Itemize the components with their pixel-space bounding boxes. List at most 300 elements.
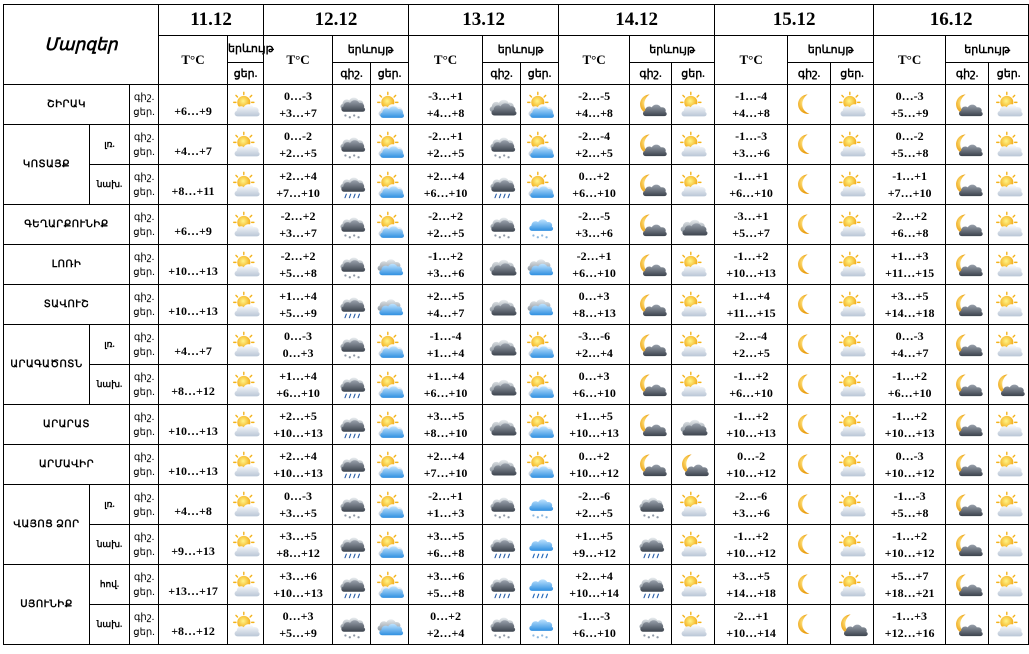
day-sky xyxy=(371,485,409,525)
night-sky xyxy=(788,205,831,245)
temperature-range xyxy=(715,325,788,365)
sun-cloud-rain-icon xyxy=(525,131,555,159)
period-labels xyxy=(130,125,159,165)
sun-cloud-rain-icon xyxy=(525,171,555,199)
cloud-rain-icon xyxy=(487,531,517,559)
night-temperature: -2…+1 xyxy=(428,128,463,143)
night-sky xyxy=(946,125,989,165)
region-name: ՎԱՅՈՑ ՁՈՐ xyxy=(4,485,90,565)
day-temperature: +2…+5 xyxy=(575,505,613,520)
day-label: ցեր. xyxy=(133,466,155,478)
temperature-range xyxy=(559,85,630,125)
moon-icon xyxy=(794,131,824,159)
day-sky xyxy=(831,605,874,645)
temperature-range xyxy=(264,165,333,205)
day-sky xyxy=(521,485,559,525)
night-temperature: +1…+3 xyxy=(890,248,929,263)
sun-cloud-icon xyxy=(231,491,261,519)
period-labels xyxy=(130,565,159,605)
day-temperature: +6…+10 xyxy=(572,185,616,200)
moon-cloud-icon xyxy=(636,171,666,199)
day-sky xyxy=(371,125,409,165)
night-temperature: -3…+1 xyxy=(428,88,463,103)
night-temperature: -2…+1 xyxy=(428,488,463,503)
day-temperature: +4…+7 xyxy=(159,325,228,365)
cloud-snow-icon xyxy=(337,91,367,119)
sun-cloud-icon xyxy=(231,291,261,319)
moon-icon xyxy=(794,91,824,119)
day-sky xyxy=(672,245,715,285)
night-sky xyxy=(483,405,521,445)
day-header-2: ցեր. xyxy=(521,63,559,85)
moon-icon xyxy=(794,451,824,479)
day-temperature: 0…+3 xyxy=(282,345,314,360)
day-sky xyxy=(521,445,559,485)
day-temperature: +5…+9 xyxy=(890,105,929,120)
sun-cloud-icon xyxy=(837,171,867,199)
night-temperature: -1…+1 xyxy=(892,168,928,183)
day-temperature: +11…+15 xyxy=(726,305,776,320)
temp-header-3: T°C xyxy=(559,36,630,85)
period-labels xyxy=(130,325,159,365)
night-label: գիշ. xyxy=(133,611,155,623)
night-sky xyxy=(788,405,831,445)
period-labels xyxy=(130,445,159,485)
day-sky xyxy=(831,165,874,205)
day-sky xyxy=(672,565,715,605)
night-temperature: -3…-6 xyxy=(578,328,611,343)
cloud-rain-icon xyxy=(487,571,517,599)
day-temperature: +5…+8 xyxy=(890,145,929,160)
night-sky xyxy=(946,85,989,125)
night-temperature: -1…-4 xyxy=(429,328,462,343)
temp-header-5: T°C xyxy=(874,36,946,85)
night-temperature: 0…+2 xyxy=(578,168,610,183)
day-sky xyxy=(521,205,559,245)
night-temperature: -2…-6 xyxy=(735,488,768,503)
temperature-range xyxy=(409,85,483,125)
region-name: ՍՅՈՒՆԻՔ xyxy=(4,565,90,645)
night-sky xyxy=(333,365,371,405)
day-temperature: +6…+10 xyxy=(423,185,468,200)
night-sky xyxy=(946,525,989,565)
night-temperature: +1…+4 xyxy=(279,368,317,383)
night-temperature: +1…+5 xyxy=(575,528,613,543)
night-label: գիշ. xyxy=(133,451,155,463)
night-sky xyxy=(788,85,831,125)
night-sky xyxy=(333,245,371,285)
day-sky xyxy=(672,205,715,245)
day-temperature: +10…+13 xyxy=(273,465,323,480)
night-sky xyxy=(483,525,521,565)
night-sky xyxy=(788,525,831,565)
period-labels xyxy=(130,365,159,405)
temperature-range xyxy=(874,85,946,125)
day-sky xyxy=(521,605,559,645)
sky-header-5: երևույթ xyxy=(946,36,1029,63)
moon-icon xyxy=(794,571,824,599)
region-row xyxy=(4,325,1029,365)
temperature-range xyxy=(559,525,630,565)
dark-cloud-icon xyxy=(487,371,517,399)
night-sky xyxy=(333,85,371,125)
temperature-range xyxy=(715,245,788,285)
temperature-range xyxy=(874,205,946,245)
day-temperature: +8…+13 xyxy=(572,305,616,320)
night-sky xyxy=(946,285,989,325)
region-name: ՇԻՐԱԿ xyxy=(4,85,130,125)
sun-cloud-icon xyxy=(994,491,1024,519)
day-sky xyxy=(371,365,409,405)
region-row xyxy=(4,85,1029,125)
night-sky xyxy=(333,405,371,445)
dark-cloud-icon xyxy=(487,251,517,279)
day-sky xyxy=(371,605,409,645)
sun-cloud-rain-icon xyxy=(375,411,405,439)
day-sky xyxy=(371,565,409,605)
night-sky xyxy=(630,445,672,485)
night-sky xyxy=(483,565,521,605)
day-header-3: ցեր. xyxy=(672,63,715,85)
temperature-range xyxy=(264,365,333,405)
moon-cloud-icon xyxy=(952,451,982,479)
temp-header-0: T°C xyxy=(159,36,228,85)
night-temperature: -1…+2 xyxy=(733,528,769,543)
night-temperature: -1…+2 xyxy=(892,528,928,543)
night-temperature: -1…+2 xyxy=(733,248,769,263)
moon-icon xyxy=(794,491,824,519)
sun-cloud-icon xyxy=(837,131,867,159)
day-sky xyxy=(831,285,874,325)
day-temperature: +12…+16 xyxy=(884,625,935,640)
temperature-range xyxy=(559,365,630,405)
day-sky xyxy=(672,485,715,525)
night-sky xyxy=(946,565,989,605)
sun-cloud-icon xyxy=(678,531,708,559)
night-temperature: 0…+3 xyxy=(578,288,610,303)
moon-cloud-icon xyxy=(952,91,982,119)
cloud-snow-icon xyxy=(636,611,666,639)
sun-cloud-icon xyxy=(678,291,708,319)
day-sky xyxy=(989,605,1029,645)
temperature-range xyxy=(715,605,788,645)
day-sky xyxy=(672,525,715,565)
sun-cloud-rain-icon xyxy=(525,91,555,119)
sun-cloud-icon xyxy=(837,211,867,239)
moon-icon xyxy=(794,331,824,359)
temperature-range xyxy=(874,125,946,165)
temperature-range xyxy=(264,405,333,445)
region-row xyxy=(4,605,1029,645)
night-temperature: -2…+2 xyxy=(892,208,928,223)
day-temperature: +13…+17 xyxy=(159,565,228,605)
night-sky xyxy=(946,605,989,645)
moon-cloud-icon xyxy=(952,171,982,199)
cloud-rain-icon xyxy=(337,531,367,559)
temp-header-1: T°C xyxy=(264,36,333,85)
temperature-range xyxy=(715,405,788,445)
blue-cloud-icon xyxy=(375,291,405,319)
night-temperature: -3…+1 xyxy=(733,208,769,223)
night-sky xyxy=(333,485,371,525)
day-temperature: +2…+5 xyxy=(575,145,613,160)
day-label: ցեր. xyxy=(133,546,155,558)
day-temperature: +10…+12 xyxy=(884,465,935,480)
day-sky xyxy=(228,85,264,125)
date-header-5: 16.12 xyxy=(874,5,1029,36)
day-sky xyxy=(228,605,264,645)
day-label: ցեր. xyxy=(133,386,155,398)
night-sky xyxy=(333,205,371,245)
day-temperature: +4…+8 xyxy=(575,105,613,120)
temperature-range xyxy=(264,605,333,645)
temperature-range xyxy=(874,405,946,445)
night-sky xyxy=(946,245,989,285)
day-temperature: +6…+10 xyxy=(572,265,616,280)
day-temperature: +10…+13 xyxy=(726,425,776,440)
blue-cloud-icon xyxy=(525,291,555,319)
temperature-range xyxy=(559,125,630,165)
temperature-range xyxy=(264,325,333,365)
sun-cloud-icon xyxy=(678,91,708,119)
night-temperature: 0…-3 xyxy=(895,88,924,103)
night-temperature: -2…-5 xyxy=(578,208,611,223)
temperature-range xyxy=(264,565,333,605)
day-sky xyxy=(228,205,264,245)
cloud-snow-icon xyxy=(487,131,517,159)
night-sky xyxy=(333,445,371,485)
night-sky xyxy=(946,445,989,485)
day-sky xyxy=(521,365,559,405)
night-temperature: 0…-2 xyxy=(284,128,313,143)
day-sky xyxy=(989,165,1029,205)
cloud-rain-icon xyxy=(337,291,367,319)
night-sky xyxy=(946,165,989,205)
day-temperature: +2…+5 xyxy=(279,145,317,160)
day-sky xyxy=(672,365,715,405)
night-sky xyxy=(483,165,521,205)
sun-cloud-rain-icon xyxy=(375,211,405,239)
sun-cloud-icon xyxy=(837,571,867,599)
night-temperature: +1…+4 xyxy=(732,288,770,303)
day-sky xyxy=(228,325,264,365)
day-sky xyxy=(672,445,715,485)
temperature-range xyxy=(264,85,333,125)
day-sky xyxy=(371,285,409,325)
region-row xyxy=(4,365,1029,405)
cloud-snow-icon xyxy=(487,611,517,639)
sun-cloud-icon xyxy=(837,251,867,279)
temperature-range xyxy=(559,445,630,485)
night-temperature: 0…-3 xyxy=(284,488,313,503)
night-sky xyxy=(333,165,371,205)
cloud-snow-icon xyxy=(337,491,367,519)
cloud-snow-icon xyxy=(337,611,367,639)
sun-cloud-rain-icon xyxy=(375,531,405,559)
night-sky xyxy=(630,205,672,245)
temperature-range xyxy=(715,565,788,605)
night-temperature: -2…+2 xyxy=(280,208,316,223)
day-header-4: ցեր. xyxy=(831,63,874,85)
night-sky xyxy=(483,205,521,245)
temperature-range xyxy=(409,565,483,605)
sun-cloud-icon xyxy=(994,131,1024,159)
date-header-4: 15.12 xyxy=(715,5,874,36)
night-temperature: -1…+2 xyxy=(733,408,769,423)
night-sky xyxy=(788,445,831,485)
night-sky xyxy=(333,605,371,645)
day-label: ցեր. xyxy=(133,106,155,118)
temperature-range xyxy=(715,525,788,565)
temperature-range xyxy=(874,285,946,325)
night-label: գիշ. xyxy=(133,371,155,383)
day-sky xyxy=(989,405,1029,445)
sun-cloud-icon xyxy=(994,251,1024,279)
zone-label: նախ. xyxy=(90,525,130,565)
day-temperature: +2…+5 xyxy=(426,145,465,160)
sky-header-1: երևույթ xyxy=(333,36,409,63)
night-temperature: -2…+1 xyxy=(576,248,612,263)
night-label: գիշ. xyxy=(133,211,155,223)
night-sky xyxy=(483,85,521,125)
day-sky xyxy=(228,405,264,445)
cloud-snow-blue-icon xyxy=(525,611,555,639)
moon-cloud-icon xyxy=(952,331,982,359)
sun-cloud-icon xyxy=(837,371,867,399)
day-temperature: +3…+6 xyxy=(426,265,465,280)
night-header-2: գիշ. xyxy=(483,63,521,85)
sun-cloud-icon xyxy=(231,611,261,639)
day-temperature: +6…+9 xyxy=(159,85,228,125)
day-sky xyxy=(831,85,874,125)
day-temperature: +6…+10 xyxy=(572,385,616,400)
day-temperature: +9…+13 xyxy=(159,525,228,565)
day-sky xyxy=(371,205,409,245)
night-sky xyxy=(630,125,672,165)
day-label: ցեր. xyxy=(133,306,155,318)
day-temperature: +3…+7 xyxy=(279,105,317,120)
day-temperature: +3…+6 xyxy=(732,145,770,160)
temperature-range xyxy=(409,445,483,485)
day-sky xyxy=(831,525,874,565)
day-sky xyxy=(831,565,874,605)
sun-cloud-icon xyxy=(678,331,708,359)
day-temperature: +3…+6 xyxy=(732,505,770,520)
night-sky xyxy=(630,285,672,325)
day-sky xyxy=(228,365,264,405)
temperature-range xyxy=(264,525,333,565)
day-temperature: +6…+8 xyxy=(890,225,929,240)
dark-cloud-icon xyxy=(678,211,708,239)
day-sky xyxy=(831,485,874,525)
day-temperature: +4…+8 xyxy=(732,105,770,120)
sun-cloud-icon xyxy=(994,291,1024,319)
day-sky xyxy=(521,85,559,125)
night-temperature: +3…+5 xyxy=(732,568,770,583)
night-temperature: 0…+2 xyxy=(430,608,461,623)
night-temperature: +3…+6 xyxy=(279,568,317,583)
night-temperature: +3…+5 xyxy=(890,288,929,303)
day-header-0: ցեր. xyxy=(228,63,264,85)
day-header-1: ցեր. xyxy=(371,63,409,85)
night-temperature: -2…-4 xyxy=(735,328,768,343)
sun-cloud-icon xyxy=(837,411,867,439)
night-label: գիշ. xyxy=(133,91,155,103)
day-sky xyxy=(521,405,559,445)
regions-header: Մարզեր xyxy=(4,5,159,85)
date-header-3: 14.12 xyxy=(559,5,715,36)
temperature-range xyxy=(409,285,483,325)
dark-cloud-icon xyxy=(487,451,517,479)
night-label: գիշ. xyxy=(133,531,155,543)
day-sky xyxy=(989,485,1029,525)
day-temperature: +10…+12 xyxy=(726,545,776,560)
day-sky xyxy=(989,125,1029,165)
cloud-rain-blue-icon xyxy=(525,531,555,559)
temperature-range xyxy=(874,485,946,525)
night-label: գիշ. xyxy=(133,331,155,343)
weather-forecast-table xyxy=(3,4,1029,645)
night-sky xyxy=(333,125,371,165)
moon-cloud-icon xyxy=(636,291,666,319)
day-label: ցեր. xyxy=(133,426,155,438)
sun-cloud-rain-icon xyxy=(375,91,405,119)
day-label: ցեր. xyxy=(133,506,155,518)
temperature-range xyxy=(874,245,946,285)
region-row xyxy=(4,405,1029,445)
day-sky xyxy=(989,365,1029,405)
sun-cloud-rain-icon xyxy=(375,131,405,159)
day-header-5: ցեր. xyxy=(989,63,1029,85)
cloud-snow-icon xyxy=(337,211,367,239)
night-sky xyxy=(483,245,521,285)
day-temperature: +6…+10 xyxy=(276,385,320,400)
sun-cloud-icon xyxy=(231,211,261,239)
moon-cloud-icon xyxy=(636,371,666,399)
night-temperature: +3…+5 xyxy=(426,528,465,543)
night-temperature: +3…+5 xyxy=(279,528,317,543)
day-temperature: +8…+12 xyxy=(159,605,228,645)
temperature-range xyxy=(559,205,630,245)
sky-header-4: երևույթ xyxy=(788,36,874,63)
night-sky xyxy=(333,525,371,565)
night-temperature: 0…-3 xyxy=(284,88,313,103)
night-sky xyxy=(333,325,371,365)
region-row xyxy=(4,125,1029,165)
cloud-snow-icon xyxy=(337,251,367,279)
day-temperature: +10…+13 xyxy=(159,405,228,445)
night-sky xyxy=(788,605,831,645)
region-name: ԱՐԱՐԱՏ xyxy=(4,405,130,445)
night-temperature: +2…+5 xyxy=(426,288,465,303)
day-temperature: +1…+4 xyxy=(426,345,465,360)
day-sky xyxy=(672,405,715,445)
temperature-range xyxy=(559,165,630,205)
night-sky xyxy=(788,285,831,325)
temperature-range xyxy=(409,365,483,405)
sun-cloud-icon xyxy=(837,531,867,559)
day-temperature: +5…+8 xyxy=(426,585,465,600)
day-sky xyxy=(228,125,264,165)
temperature-range xyxy=(715,445,788,485)
sun-cloud-icon xyxy=(231,571,261,599)
sun-cloud-icon xyxy=(231,171,261,199)
sun-cloud-icon xyxy=(231,451,261,479)
day-temperature: +14…+18 xyxy=(884,305,935,320)
moon-cloud-icon xyxy=(952,251,982,279)
day-sky xyxy=(831,365,874,405)
temperature-range xyxy=(409,405,483,445)
